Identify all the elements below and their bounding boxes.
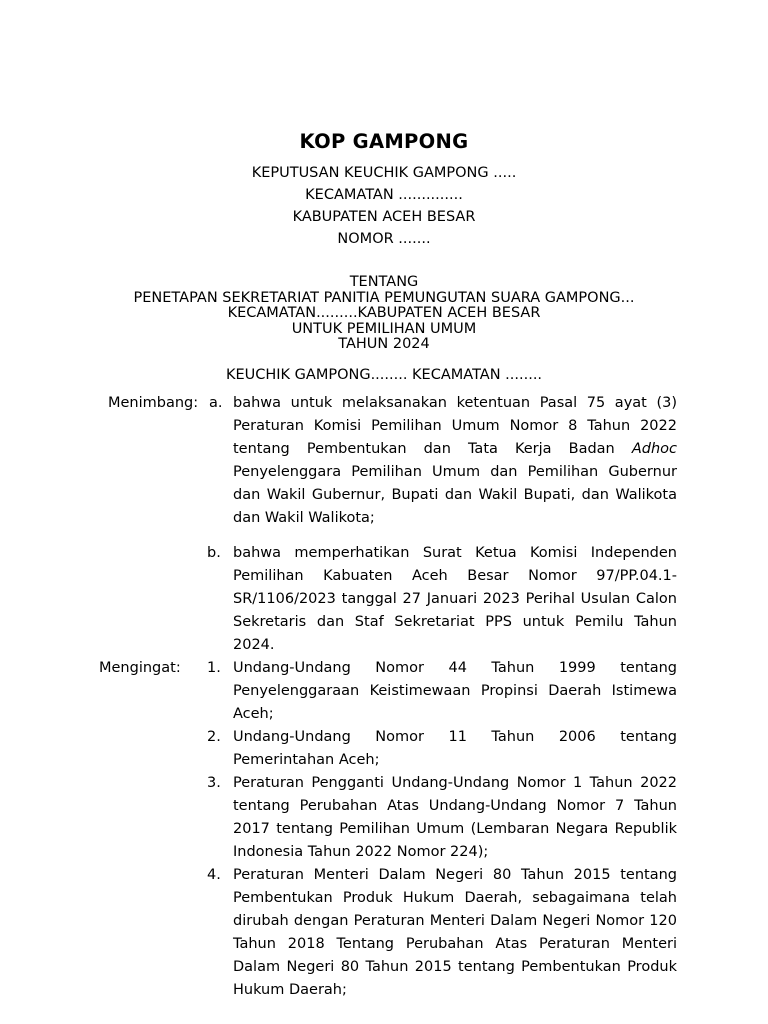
menimbang-marker-a: a. xyxy=(209,395,223,411)
mengingat-item-3-text: Peraturan Pengganti Undang-Undang Nomor 1 Tahun 2022 tentang Perubahan Atas Undang-Undang Nomor 7 Tahun 2017 tentang Pemilihan Umum (Lembaran Negara Republik Indonesia Tahun 2022 Nomor 224); xyxy=(233,775,677,860)
menimbang-label: Menimbang: xyxy=(108,395,199,411)
tentang-label: TENTANG xyxy=(349,274,419,290)
mengingat-item-4-text: Peraturan Menteri Dalam Negeri 80 Tahun 2015 tentang Pembentukan Produk Hukum Daerah, sebagaimana telah dirubah dengan Peraturan Menteri Dalam Negeri Nomor 120 Tahun 2018 Tentang Perubahan Atas Peraturan Menteri Dalam Negeri 80 Tahun 2015 tentang Pembentukan Produk Hukum Daerah; xyxy=(233,867,677,998)
mengingat-marker-3: 3. xyxy=(207,775,221,791)
mengingat-item-1 xyxy=(233,657,677,726)
nomor-line: NOMOR ....... xyxy=(337,231,431,247)
tentang-line-4: TAHUN 2024 xyxy=(338,336,430,352)
menimbang-marker-b: b. xyxy=(207,545,221,561)
mengingat-item-2 xyxy=(233,726,677,772)
mengingat-item-4 xyxy=(233,864,677,1002)
kecamatan-line: KECAMATAN .............. xyxy=(305,187,463,203)
mengingat-marker-1: 1. xyxy=(207,660,221,676)
tentang-line-2: KECAMATAN.........KABUPATEN ACEH BESAR xyxy=(227,305,541,321)
menimbang-item-a-text-cont: Penyelenggara Pemilihan Umum dan Pemilihan Gubernur dan Wakil Gubernur, Bupati dan Wakil Bupati, dan Walikota dan Wakil Walikota; xyxy=(233,464,677,526)
menimbang-item-a-text: bahwa untuk melaksanakan ketentuan Pasal 75 ayat (3) Peraturan Komisi Pemilihan Umum Nomor 8 Tahun 2022 tentang Pembentukan dan Tata Kerja Badan xyxy=(233,395,677,457)
menimbang-item-b xyxy=(233,542,677,657)
keuchik-line: KEUCHIK GAMPONG........ KECAMATAN ........ xyxy=(225,367,543,383)
mengingat-item-1-text: Undang-Undang Nomor 44 Tahun 1999 tentang Penyelenggaraan Keistimewaan Propinsi Daerah Istimewa Aceh; xyxy=(233,660,677,722)
tentang-line-1: PENETAPAN SEKRETARIAT PANITIA PEMUNGUTAN SUARA GAMPONG... xyxy=(133,289,635,306)
mengingat-marker-2: 2. xyxy=(207,729,221,745)
tentang-line-3: UNTUK PEMILIHAN UMUM xyxy=(291,320,477,337)
decree-title: KEPUTUSAN KEUCHIK GAMPONG ..... xyxy=(251,165,517,181)
menimbang-item-a xyxy=(233,392,677,530)
kop-title: KOP GAMPONG xyxy=(299,130,469,153)
mengingat-item-2-text: Undang-Undang Nomor 11 Tahun 2006 tentang Pemerintahan Aceh; xyxy=(233,729,677,768)
mengingat-marker-4: 4. xyxy=(207,867,221,883)
menimbang-item-b-text: bahwa memperhatikan Surat Ketua Komisi Independen Pemilihan Kabuaten Aceh Besar Nomor 97/PP.04.1-SR/1106/2023 tanggal 27 Januari 2023 Perihal Usulan Calon Sekretaris dan Staf Sekretariat PPS untuk Pemilu Tahun 2024. xyxy=(233,545,677,653)
adhoc-term: Adhoc xyxy=(631,441,677,457)
kabupaten-line: KABUPATEN ACEH BESAR xyxy=(292,209,476,225)
mengingat-item-3 xyxy=(233,772,677,864)
mengingat-label: Mengingat: xyxy=(99,660,181,676)
